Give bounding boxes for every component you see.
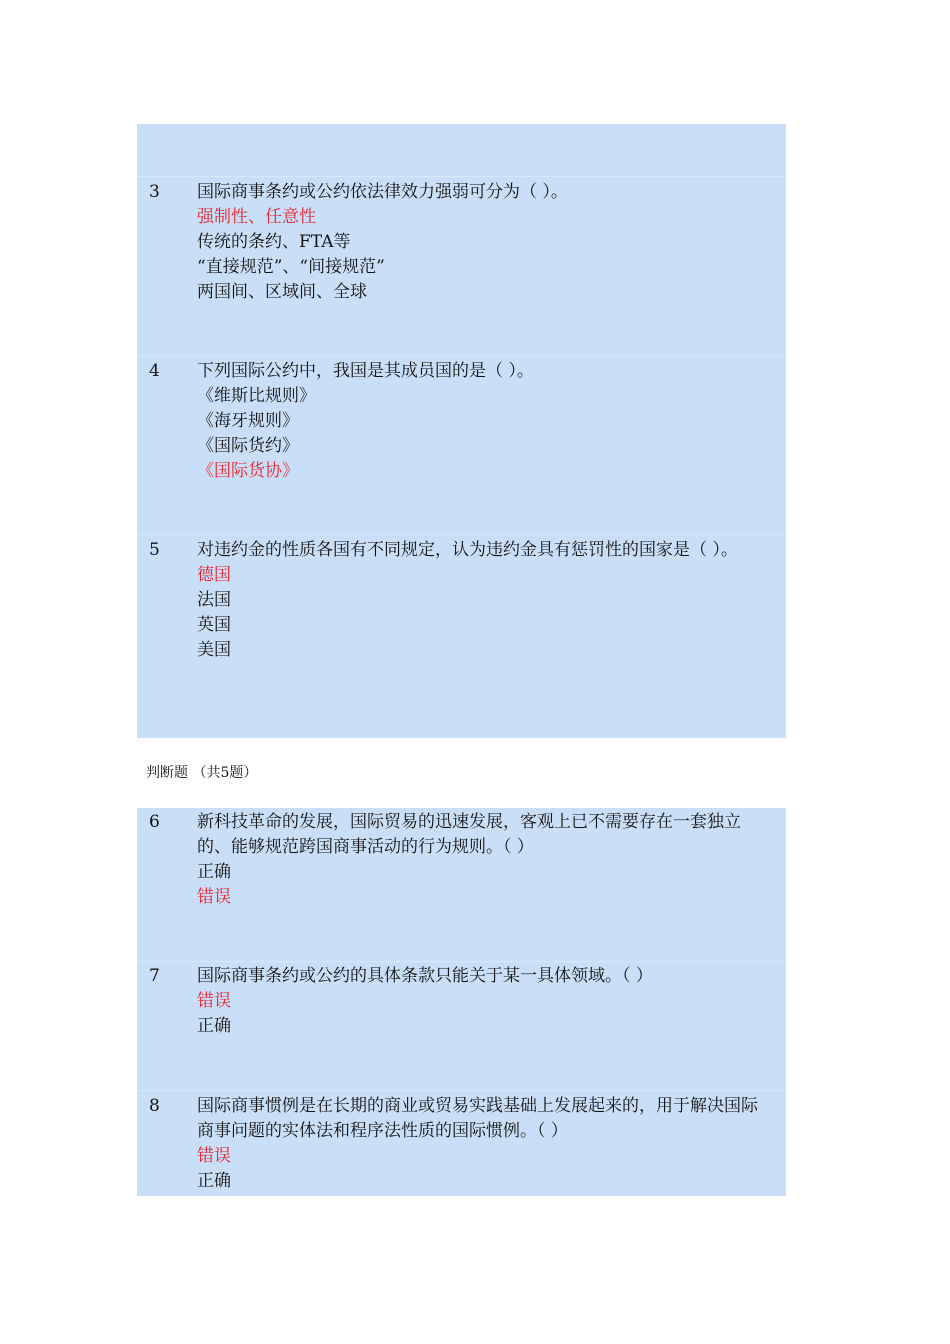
option-correct[interactable]: 强制性、任意性: [197, 207, 316, 227]
option-correct[interactable]: 错误: [197, 887, 231, 907]
question-number: 3: [149, 182, 160, 202]
option[interactable]: 《海牙规则》: [197, 411, 299, 431]
option[interactable]: 正确: [197, 1016, 231, 1036]
option[interactable]: 正确: [197, 1171, 231, 1191]
question-panel-multiple-choice: [137, 124, 786, 738]
option-correct[interactable]: 错误: [197, 991, 231, 1011]
question-body: [197, 180, 774, 305]
question-text: 国际商事条约或公约依法律效力强弱可分为（ ）。: [197, 182, 568, 202]
option[interactable]: 《维斯比规则》: [197, 386, 316, 406]
option[interactable]: 英国: [197, 615, 231, 635]
question-body: [197, 359, 774, 484]
option[interactable]: 两国间、区域间、全球: [197, 282, 367, 302]
question-body: [197, 964, 774, 1039]
question-number: 7: [149, 966, 160, 986]
question-text: 下列国际公约中，我国是其成员国的是（ ）。: [197, 361, 534, 381]
option-correct[interactable]: 德国: [197, 565, 231, 585]
option[interactable]: 法国: [197, 590, 231, 610]
question-body: [197, 1094, 774, 1194]
question-text: 国际商事惯例是在长期的商业或贸易实践基础上发展起来的，用于解决国际商事问题的实体法和程序法性质的国际惯例。（ ）: [197, 1096, 758, 1141]
row-divider: [137, 176, 786, 177]
question-number: 8: [149, 1096, 160, 1116]
row-divider: [137, 1090, 786, 1091]
option-correct[interactable]: 《国际货协》: [197, 461, 299, 481]
question-number: 4: [149, 361, 160, 381]
option[interactable]: 传统的条约、FTA等: [197, 232, 351, 252]
option[interactable]: 美国: [197, 640, 231, 660]
row-divider: [137, 355, 786, 356]
question-body: [197, 538, 774, 663]
option[interactable]: “直接规范”、“间接规范”: [197, 257, 385, 277]
question-text: 新科技革命的发展，国际贸易的迅速发展，客观上已不需要存在一套独立的、能够规范跨国商事活动的行为规则。（ ）: [197, 812, 741, 857]
option[interactable]: 正确: [197, 862, 231, 882]
question-text: 对违约金的性质各国有不同规定，认为违约金具有惩罚性的国家是（ ）。: [197, 540, 738, 560]
row-divider: [137, 534, 786, 535]
question-panel-true-false: [137, 808, 786, 1196]
section-title: 判断题 （共5题）: [146, 765, 258, 781]
question-text: 国际商事条约或公约的具体条款只能关于某一具体领域。（ ）: [197, 966, 653, 986]
question-number: 5: [149, 540, 160, 560]
question-number: 6: [149, 812, 160, 832]
option-correct[interactable]: 错误: [197, 1146, 231, 1166]
row-divider: [137, 961, 786, 962]
option[interactable]: 《国际货约》: [197, 436, 299, 456]
question-body: [197, 810, 774, 910]
